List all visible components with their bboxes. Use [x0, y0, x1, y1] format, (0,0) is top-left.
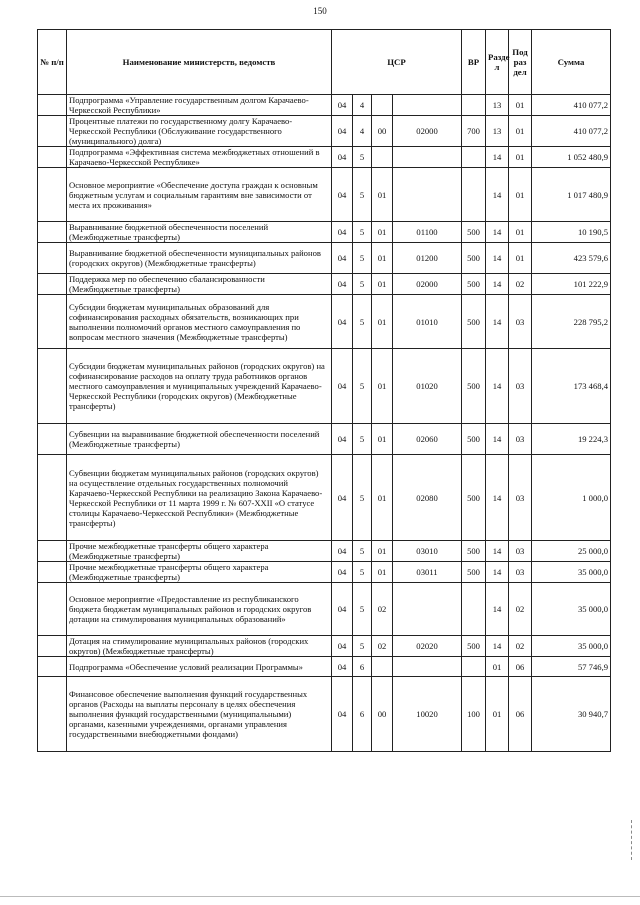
table-row: [38, 424, 611, 455]
csr-event-cell: 01: [372, 455, 393, 541]
csr-direction-cell: 01100: [393, 222, 462, 243]
csr-program-cell: 04: [332, 541, 353, 562]
razdel-cell: 13: [486, 116, 509, 147]
table-header-row: [38, 30, 611, 95]
razdel-cell: 14: [486, 583, 509, 636]
razdel-cell: 01: [486, 677, 509, 752]
csr-program-cell: 04: [332, 455, 353, 541]
header-razdel: Разде л: [486, 30, 509, 95]
csr-subprogram-cell: 5: [353, 583, 372, 636]
razdel-cell: 14: [486, 349, 509, 424]
csr-program-cell: 04: [332, 243, 353, 274]
podrazdel-cell: 01: [509, 95, 532, 116]
table-row: [38, 147, 611, 168]
csr-event-cell: 01: [372, 424, 393, 455]
summa-cell: 35 000,0: [532, 636, 611, 657]
row-num-cell: [38, 295, 67, 349]
csr-event-cell: [372, 657, 393, 677]
vr-cell: 500: [462, 455, 486, 541]
csr-direction-cell: 02000: [393, 116, 462, 147]
csr-direction-cell: [393, 95, 462, 116]
csr-subprogram-cell: 5: [353, 147, 372, 168]
csr-event-cell: 01: [372, 295, 393, 349]
row-name-cell: Основное мероприятие «Обеспечение доступа граждан к основным бюджетным услугам и социальным гарантиям вне зависимости от места их проживания»: [67, 168, 332, 222]
header-name: Наименование министерств, ведомств: [67, 30, 332, 95]
csr-subprogram-cell: 5: [353, 349, 372, 424]
row-name-cell: Субсидии бюджетам муниципальных районов (городских округов) на софинансирование расходов на оплату труда работников органов местного самоуправления и муниципальных учреждений Карачаево-Черкесской Республики (городских округов) (Межбюджетные трансферты): [67, 349, 332, 424]
podrazdel-cell: 01: [509, 243, 532, 274]
header-csr: ЦСР: [332, 30, 462, 95]
csr-program-cell: 04: [332, 95, 353, 116]
podrazdel-cell: 03: [509, 455, 532, 541]
csr-event-cell: 01: [372, 349, 393, 424]
vr-cell: [462, 147, 486, 168]
summa-cell: 1 052 480,9: [532, 147, 611, 168]
vr-cell: 500: [462, 274, 486, 295]
row-name-cell: Процентные платежи по государственному долгу Карачаево-Черкесской Республики (Обслуживание государственного (муниципального) долга): [67, 116, 332, 147]
scan-edge-line: [0, 896, 640, 897]
csr-subprogram-cell: 5: [353, 636, 372, 657]
csr-direction-cell: [393, 657, 462, 677]
row-num-cell: [38, 562, 67, 583]
razdel-cell: 14: [486, 541, 509, 562]
csr-direction-cell: 10020: [393, 677, 462, 752]
header-summa: Сумма: [532, 30, 611, 95]
vr-cell: 500: [462, 243, 486, 274]
csr-event-cell: [372, 147, 393, 168]
summa-cell: 173 468,4: [532, 349, 611, 424]
table-row: [38, 455, 611, 541]
csr-subprogram-cell: 4: [353, 95, 372, 116]
row-num-cell: [38, 541, 67, 562]
row-name-cell: Субсидии бюджетам муниципальных образований для софинансирования расходных обязательств, возникающих при выполнении полномочий органов местного самоуправления по вопросам местного значения (Межбюджетные трансферты): [67, 295, 332, 349]
csr-program-cell: 04: [332, 168, 353, 222]
csr-direction-cell: 01010: [393, 295, 462, 349]
table-row: [38, 95, 611, 116]
vr-cell: 500: [462, 295, 486, 349]
csr-subprogram-cell: 5: [353, 455, 372, 541]
table-row: [38, 243, 611, 274]
podrazdel-cell: 01: [509, 147, 532, 168]
csr-event-cell: 02: [372, 636, 393, 657]
razdel-cell: 14: [486, 147, 509, 168]
razdel-cell: 01: [486, 657, 509, 677]
vr-cell: [462, 168, 486, 222]
summa-cell: 101 222,9: [532, 274, 611, 295]
row-name-cell: Подпрограмма «Эффективная система межбюджетных отношений в Карачаево-Черкесской Республике»: [67, 147, 332, 168]
podrazdel-cell: 03: [509, 424, 532, 455]
csr-subprogram-cell: 5: [353, 562, 372, 583]
podrazdel-cell: 03: [509, 295, 532, 349]
table-row: [38, 677, 611, 752]
row-num-cell: [38, 222, 67, 243]
row-num-cell: [38, 349, 67, 424]
csr-event-cell: 02: [372, 583, 393, 636]
csr-direction-cell: 01200: [393, 243, 462, 274]
podrazdel-cell: 02: [509, 583, 532, 636]
razdel-cell: 14: [486, 274, 509, 295]
csr-subprogram-cell: 5: [353, 274, 372, 295]
header-num: № п/п: [38, 30, 67, 95]
podrazdel-cell: 02: [509, 274, 532, 295]
csr-program-cell: 04: [332, 222, 353, 243]
summa-cell: 1 017 480,9: [532, 168, 611, 222]
table-row: [38, 657, 611, 677]
summa-cell: 410 077,2: [532, 116, 611, 147]
podrazdel-cell: 03: [509, 349, 532, 424]
csr-direction-cell: [393, 147, 462, 168]
csr-event-cell: 01: [372, 541, 393, 562]
row-num-cell: [38, 583, 67, 636]
csr-direction-cell: 02020: [393, 636, 462, 657]
csr-event-cell: [372, 95, 393, 116]
row-name-cell: Поддержка мер по обеспечению сбалансированности (Межбюджетные трансферты): [67, 274, 332, 295]
row-num-cell: [38, 636, 67, 657]
csr-direction-cell: [393, 168, 462, 222]
podrazdel-cell: 03: [509, 541, 532, 562]
csr-event-cell: 00: [372, 677, 393, 752]
razdel-cell: 13: [486, 95, 509, 116]
table-row: [38, 583, 611, 636]
csr-subprogram-cell: 6: [353, 677, 372, 752]
summa-cell: 57 746,9: [532, 657, 611, 677]
table-row: [38, 349, 611, 424]
vr-cell: 500: [462, 562, 486, 583]
table-row: [38, 168, 611, 222]
csr-program-cell: 04: [332, 147, 353, 168]
vr-cell: [462, 583, 486, 636]
vr-cell: [462, 657, 486, 677]
csr-subprogram-cell: 4: [353, 116, 372, 147]
csr-program-cell: 04: [332, 295, 353, 349]
row-num-cell: [38, 424, 67, 455]
csr-direction-cell: 02000: [393, 274, 462, 295]
vr-cell: 500: [462, 541, 486, 562]
table-row: [38, 295, 611, 349]
summa-cell: 30 940,7: [532, 677, 611, 752]
csr-event-cell: 01: [372, 222, 393, 243]
budget-table: [37, 29, 611, 752]
table-row: [38, 222, 611, 243]
header-vr: ВР: [462, 30, 486, 95]
vr-cell: 500: [462, 222, 486, 243]
scan-edge-mark: [631, 820, 633, 860]
csr-direction-cell: [393, 583, 462, 636]
csr-program-cell: 04: [332, 274, 353, 295]
row-num-cell: [38, 116, 67, 147]
csr-direction-cell: 01020: [393, 349, 462, 424]
razdel-cell: 14: [486, 636, 509, 657]
csr-subprogram-cell: 5: [353, 424, 372, 455]
row-num-cell: [38, 147, 67, 168]
summa-cell: 19 224,3: [532, 424, 611, 455]
razdel-cell: 14: [486, 424, 509, 455]
row-num-cell: [38, 168, 67, 222]
csr-direction-cell: 03010: [393, 541, 462, 562]
row-name-cell: Основное мероприятие «Предоставление из республиканского бюджета бюджетам муниципальных районов и городских округов дотации на стимулирования муниципальных образований»: [67, 583, 332, 636]
row-num-cell: [38, 95, 67, 116]
vr-cell: 100: [462, 677, 486, 752]
csr-subprogram-cell: 5: [353, 243, 372, 274]
row-name-cell: Финансовое обеспечение выполнения функций государственных органов (Расходы на выплаты персоналу в целях обеспечения выполнения функций государственными (муниципальными) органами, казенными учреждениями, органами управления государственными внебюджетными фондами): [67, 677, 332, 752]
csr-program-cell: 04: [332, 657, 353, 677]
csr-direction-cell: 02060: [393, 424, 462, 455]
table-row: [38, 116, 611, 147]
row-name-cell: Прочие межбюджетные трансферты общего характера (Межбюджетные трансферты): [67, 541, 332, 562]
vr-cell: 500: [462, 349, 486, 424]
header-podrazdel: Под раз дел: [509, 30, 532, 95]
csr-direction-cell: 03011: [393, 562, 462, 583]
row-name-cell: Выравнивание бюджетной обеспеченности муниципальных районов (городских округов) (Межбюджетные трансферты): [67, 243, 332, 274]
podrazdel-cell: 02: [509, 636, 532, 657]
razdel-cell: 14: [486, 455, 509, 541]
row-name-cell: Прочие межбюджетные трансферты общего характера (Межбюджетные трансферты): [67, 562, 332, 583]
row-name-cell: Подпрограмма «Управление государственным долгом Карачаево-Черкесской Республики»: [67, 95, 332, 116]
podrazdel-cell: 03: [509, 562, 532, 583]
csr-event-cell: 01: [372, 243, 393, 274]
table-row: [38, 562, 611, 583]
csr-direction-cell: 02080: [393, 455, 462, 541]
table-row: [38, 541, 611, 562]
summa-cell: 35 000,0: [532, 583, 611, 636]
summa-cell: 228 795,2: [532, 295, 611, 349]
summa-cell: 25 000,0: [532, 541, 611, 562]
vr-cell: 700: [462, 116, 486, 147]
csr-subprogram-cell: 6: [353, 657, 372, 677]
csr-program-cell: 04: [332, 116, 353, 147]
row-num-cell: [38, 677, 67, 752]
csr-subprogram-cell: 5: [353, 222, 372, 243]
vr-cell: 500: [462, 636, 486, 657]
row-num-cell: [38, 455, 67, 541]
csr-program-cell: 04: [332, 424, 353, 455]
row-name-cell: Выравнивание бюджетной обеспеченности поселений (Межбюджетные трансферты): [67, 222, 332, 243]
summa-cell: 423 579,6: [532, 243, 611, 274]
csr-subprogram-cell: 5: [353, 295, 372, 349]
razdel-cell: 14: [486, 295, 509, 349]
summa-cell: 1 000,0: [532, 455, 611, 541]
razdel-cell: 14: [486, 243, 509, 274]
csr-subprogram-cell: 5: [353, 168, 372, 222]
row-num-cell: [38, 243, 67, 274]
table-row: [38, 274, 611, 295]
csr-program-cell: 04: [332, 349, 353, 424]
csr-subprogram-cell: 5: [353, 541, 372, 562]
row-num-cell: [38, 657, 67, 677]
row-name-cell: Субвенции бюджетам муниципальных районов (городских округов) на осуществление отдельных государственных полномочий Карачаево-Черкесской Республики на реализацию Закона Карачаево-Черкесской Республики от 11 марта 1999 г. № 607-XXII «О статусе столицы Карачаево-Черкесской Республики» (Межбюджетные трансферты): [67, 455, 332, 541]
page-number: 150: [313, 6, 327, 16]
podrazdel-cell: 06: [509, 657, 532, 677]
vr-cell: [462, 95, 486, 116]
summa-cell: 410 077,2: [532, 95, 611, 116]
csr-program-cell: 04: [332, 583, 353, 636]
razdel-cell: 14: [486, 222, 509, 243]
csr-event-cell: 01: [372, 562, 393, 583]
podrazdel-cell: 01: [509, 222, 532, 243]
podrazdel-cell: 01: [509, 116, 532, 147]
csr-program-cell: 04: [332, 636, 353, 657]
csr-event-cell: 01: [372, 168, 393, 222]
vr-cell: 500: [462, 424, 486, 455]
row-num-cell: [38, 274, 67, 295]
summa-cell: 10 190,5: [532, 222, 611, 243]
table-row: [38, 636, 611, 657]
summa-cell: 35 000,0: [532, 562, 611, 583]
row-name-cell: Подпрограмма «Обеспечение условий реализации Программы»: [67, 657, 332, 677]
csr-program-cell: 04: [332, 677, 353, 752]
row-name-cell: Дотация на стимулирование муниципальных районов (городских округов) (Межбюджетные трансферты): [67, 636, 332, 657]
csr-event-cell: 00: [372, 116, 393, 147]
csr-event-cell: 01: [372, 274, 393, 295]
podrazdel-cell: 06: [509, 677, 532, 752]
razdel-cell: 14: [486, 562, 509, 583]
razdel-cell: 14: [486, 168, 509, 222]
row-name-cell: Субвенции на выравнивание бюджетной обеспеченности поселений (Межбюджетные трансферты): [67, 424, 332, 455]
podrazdel-cell: 01: [509, 168, 532, 222]
csr-program-cell: 04: [332, 562, 353, 583]
